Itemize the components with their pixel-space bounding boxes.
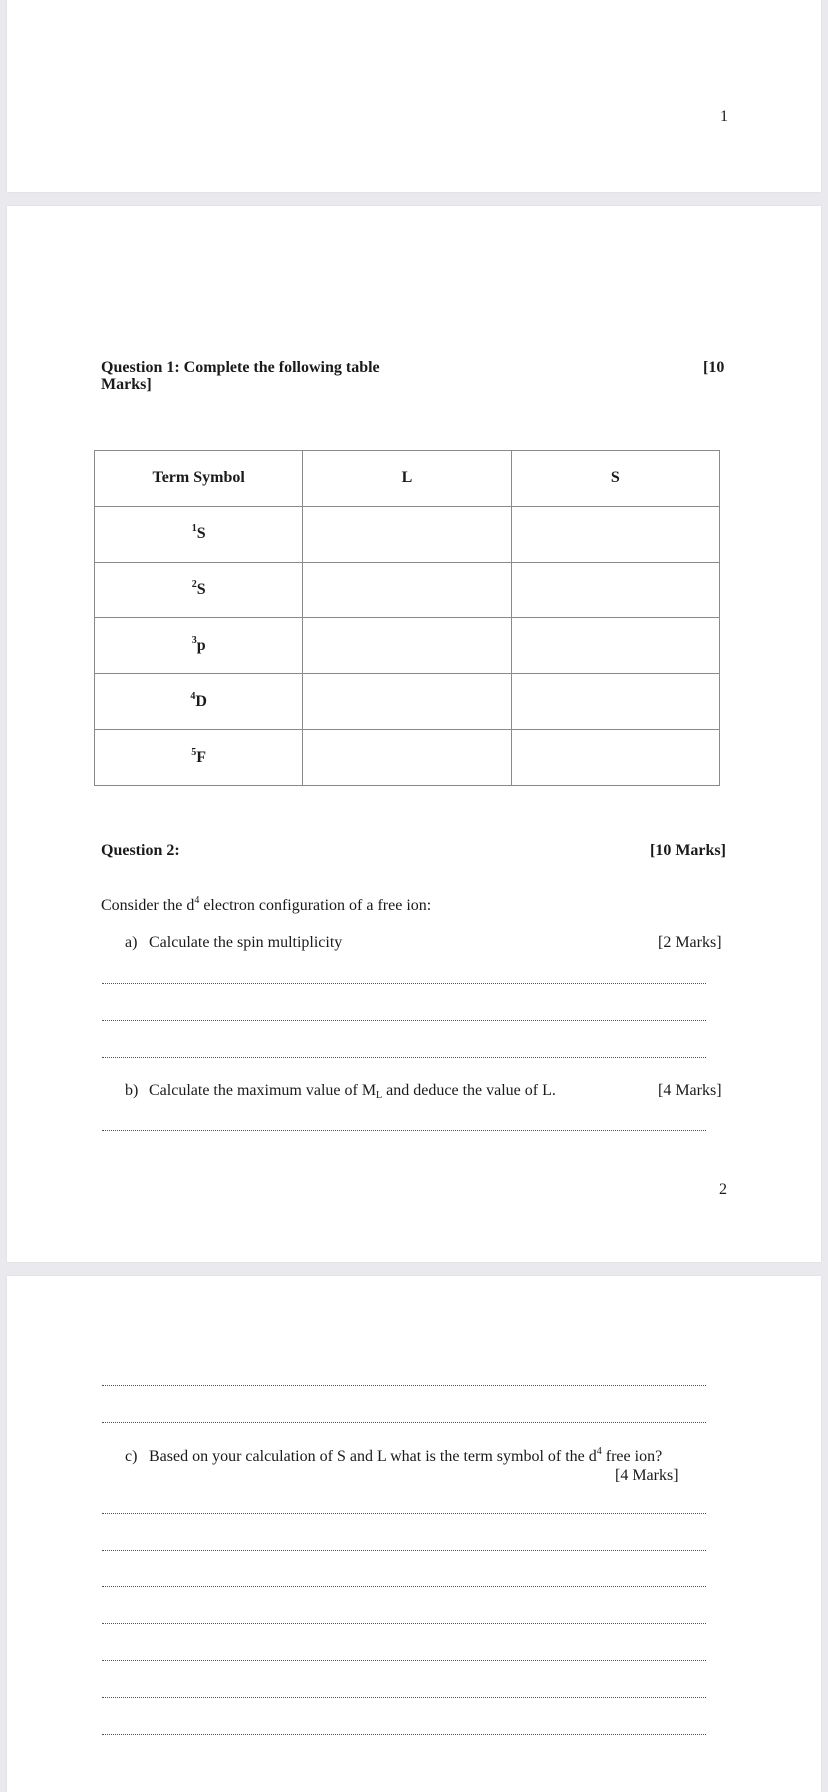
answer-line[interactable] xyxy=(102,1513,706,1514)
term-symbol-cell: $^4$D xyxy=(95,674,303,730)
question-2-title: Question 2: xyxy=(101,842,180,859)
part-a-marks: [2 Marks] xyxy=(658,934,722,951)
question-2-intro: Consider the $d^4$ electron configuration of a free ion: xyxy=(101,895,432,914)
part-b-label: b) xyxy=(125,1082,139,1099)
part-c-label: c) xyxy=(125,1448,138,1465)
part-a-text: Calculate the spin multiplicity xyxy=(149,934,343,951)
answer-line[interactable] xyxy=(102,1697,706,1698)
term-symbol-cell: $^1$S xyxy=(95,506,303,562)
question-1-title xyxy=(101,359,701,393)
L-cell[interactable] xyxy=(303,674,511,730)
answer-line[interactable] xyxy=(102,1660,706,1661)
term-symbol-table xyxy=(94,450,720,786)
header-L: L xyxy=(303,451,511,507)
table-row xyxy=(95,618,720,674)
L-cell[interactable] xyxy=(303,730,511,786)
S-cell[interactable] xyxy=(511,730,719,786)
page-2 xyxy=(7,206,821,1262)
answer-line[interactable] xyxy=(102,1422,706,1423)
page-3 xyxy=(7,1276,821,1792)
S-cell[interactable] xyxy=(511,674,719,730)
answer-line[interactable] xyxy=(102,1623,706,1624)
answer-line[interactable] xyxy=(102,1586,706,1587)
part-b-marks: [4 Marks] xyxy=(658,1082,722,1099)
part-c-text: Based on your calculation of S and L what is the term symbol of the $d^4$ free ion? xyxy=(149,1446,663,1465)
header-S: S xyxy=(511,451,719,507)
part-c-marks: [4 Marks] xyxy=(615,1467,679,1484)
table-row xyxy=(95,674,720,730)
L-cell[interactable] xyxy=(303,618,511,674)
S-cell[interactable] xyxy=(511,618,719,674)
term-symbol-cell: $^2$S xyxy=(95,562,303,618)
question-2-marks: [10 Marks] xyxy=(650,842,726,859)
answer-line[interactable] xyxy=(102,1734,706,1735)
S-cell[interactable] xyxy=(511,506,719,562)
answer-line[interactable] xyxy=(102,1020,706,1021)
answer-line[interactable] xyxy=(102,1385,706,1386)
header-term-symbol: Term Symbol xyxy=(95,451,303,507)
page-1 xyxy=(7,0,821,192)
answer-line[interactable] xyxy=(102,1057,706,1058)
page-number: 1 xyxy=(720,108,728,125)
S-cell[interactable] xyxy=(511,562,719,618)
term-symbol-cell: $^3$p xyxy=(95,618,303,674)
table-row xyxy=(95,730,720,786)
table-row xyxy=(95,562,720,618)
answer-line[interactable] xyxy=(102,1550,706,1551)
question-1-marks: [10 xyxy=(703,359,725,376)
table-header-row xyxy=(95,451,720,507)
table-row xyxy=(95,506,720,562)
part-a-label: a) xyxy=(125,934,138,951)
question-1-title-line1: Question 1: Complete the following table xyxy=(101,359,380,376)
part-b-text: Calculate the maximum value of ML and deduce the value of L. xyxy=(149,1082,556,1101)
L-cell[interactable] xyxy=(303,562,511,618)
question-1-title-line2: Marks] xyxy=(101,376,152,393)
term-symbol-cell: $^5$F xyxy=(95,730,303,786)
L-cell[interactable] xyxy=(303,506,511,562)
answer-line[interactable] xyxy=(102,1130,706,1131)
page-number: 2 xyxy=(719,1181,727,1198)
answer-line[interactable] xyxy=(102,983,706,984)
